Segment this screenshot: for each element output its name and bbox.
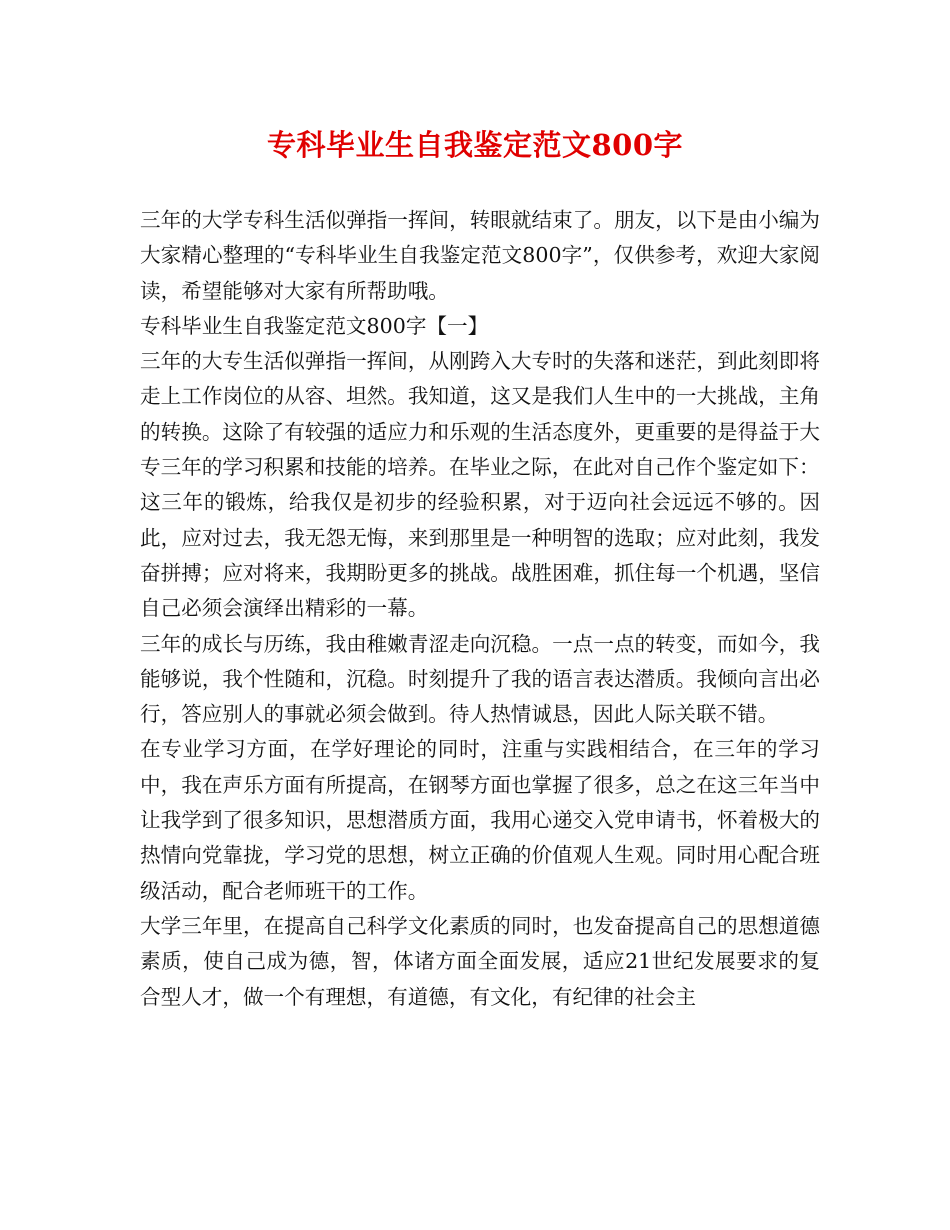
paragraph: 三年的大专生活似弹指一挥间，从刚跨入大专时的失落和迷茫，到此刻即将走上工作岗位的从容、坦然。我知道，这又是我们人生中的一大挑战，主角的转换。这除了有较强的适应力和乐观的生活态度外，更重要的是得益于大专三年的学习积累和技能的培养。在毕业之际，在此对自己作个鉴定如下： [140,349,820,480]
document-title: 专科毕业生自我鉴定范文800字 [266,128,684,162]
paragraph: 大学三年里，在提高自己科学文化素质的同时，也发奋提高自己的思想道德素质，使自己成为德，智，体诸方面全面发展，适应21世纪发展要求的复合型人才，做一个有理想，有道德，有文化，有纪律的社会主 [140,913,820,1009]
paragraph: 这三年的锻炼，给我仅是初步的经验积累，对于迈向社会远远不够的。因此，应对过去，我无怨无悔，来到那里是一种明智的选取；应对此刻，我发奋拼搏；应对将来，我期盼更多的挑战。战胜困难，抓住每一个机遇，坚信自己必须会演绎出精彩的一幕。 [140,490,820,621]
document-body [140,203,820,1015]
paragraph: 在专业学习方面，在学好理论的同时，注重与实践相结合，在三年的学习中，我在声乐方面有所提高，在钢琴方面也掌握了很多，总之在这三年当中让我学到了很多知识，思想潜质方面，我用心递交入党申请书，怀着极大的热情向党靠拢，学习党的思想，树立正确的价值观人生观。同时用心配合班级活动，配合老师班干的工作。 [140,737,820,903]
paragraph: 三年的成长与历练，我由稚嫩青涩走向沉稳。一点一点的转变，而如今，我能够说，我个性随和，沉稳。时刻提升了我的语言表达潜质。我倾向言出必行，答应别人的事就必须会做到。待人热情诚恳，因此人际关联不错。 [140,631,820,727]
section-heading: 专科毕业生自我鉴定范文800字【一】 [140,313,489,338]
paragraph-intro: 三年的大学专科生活似弹指一挥间，转眼就结束了。朋友，以下是由小编为大家精心整理的“专科毕业生自我鉴定范文800字”，仅供参考，欢迎大家阅读，希望能够对大家有所帮助哦。 [140,208,820,303]
